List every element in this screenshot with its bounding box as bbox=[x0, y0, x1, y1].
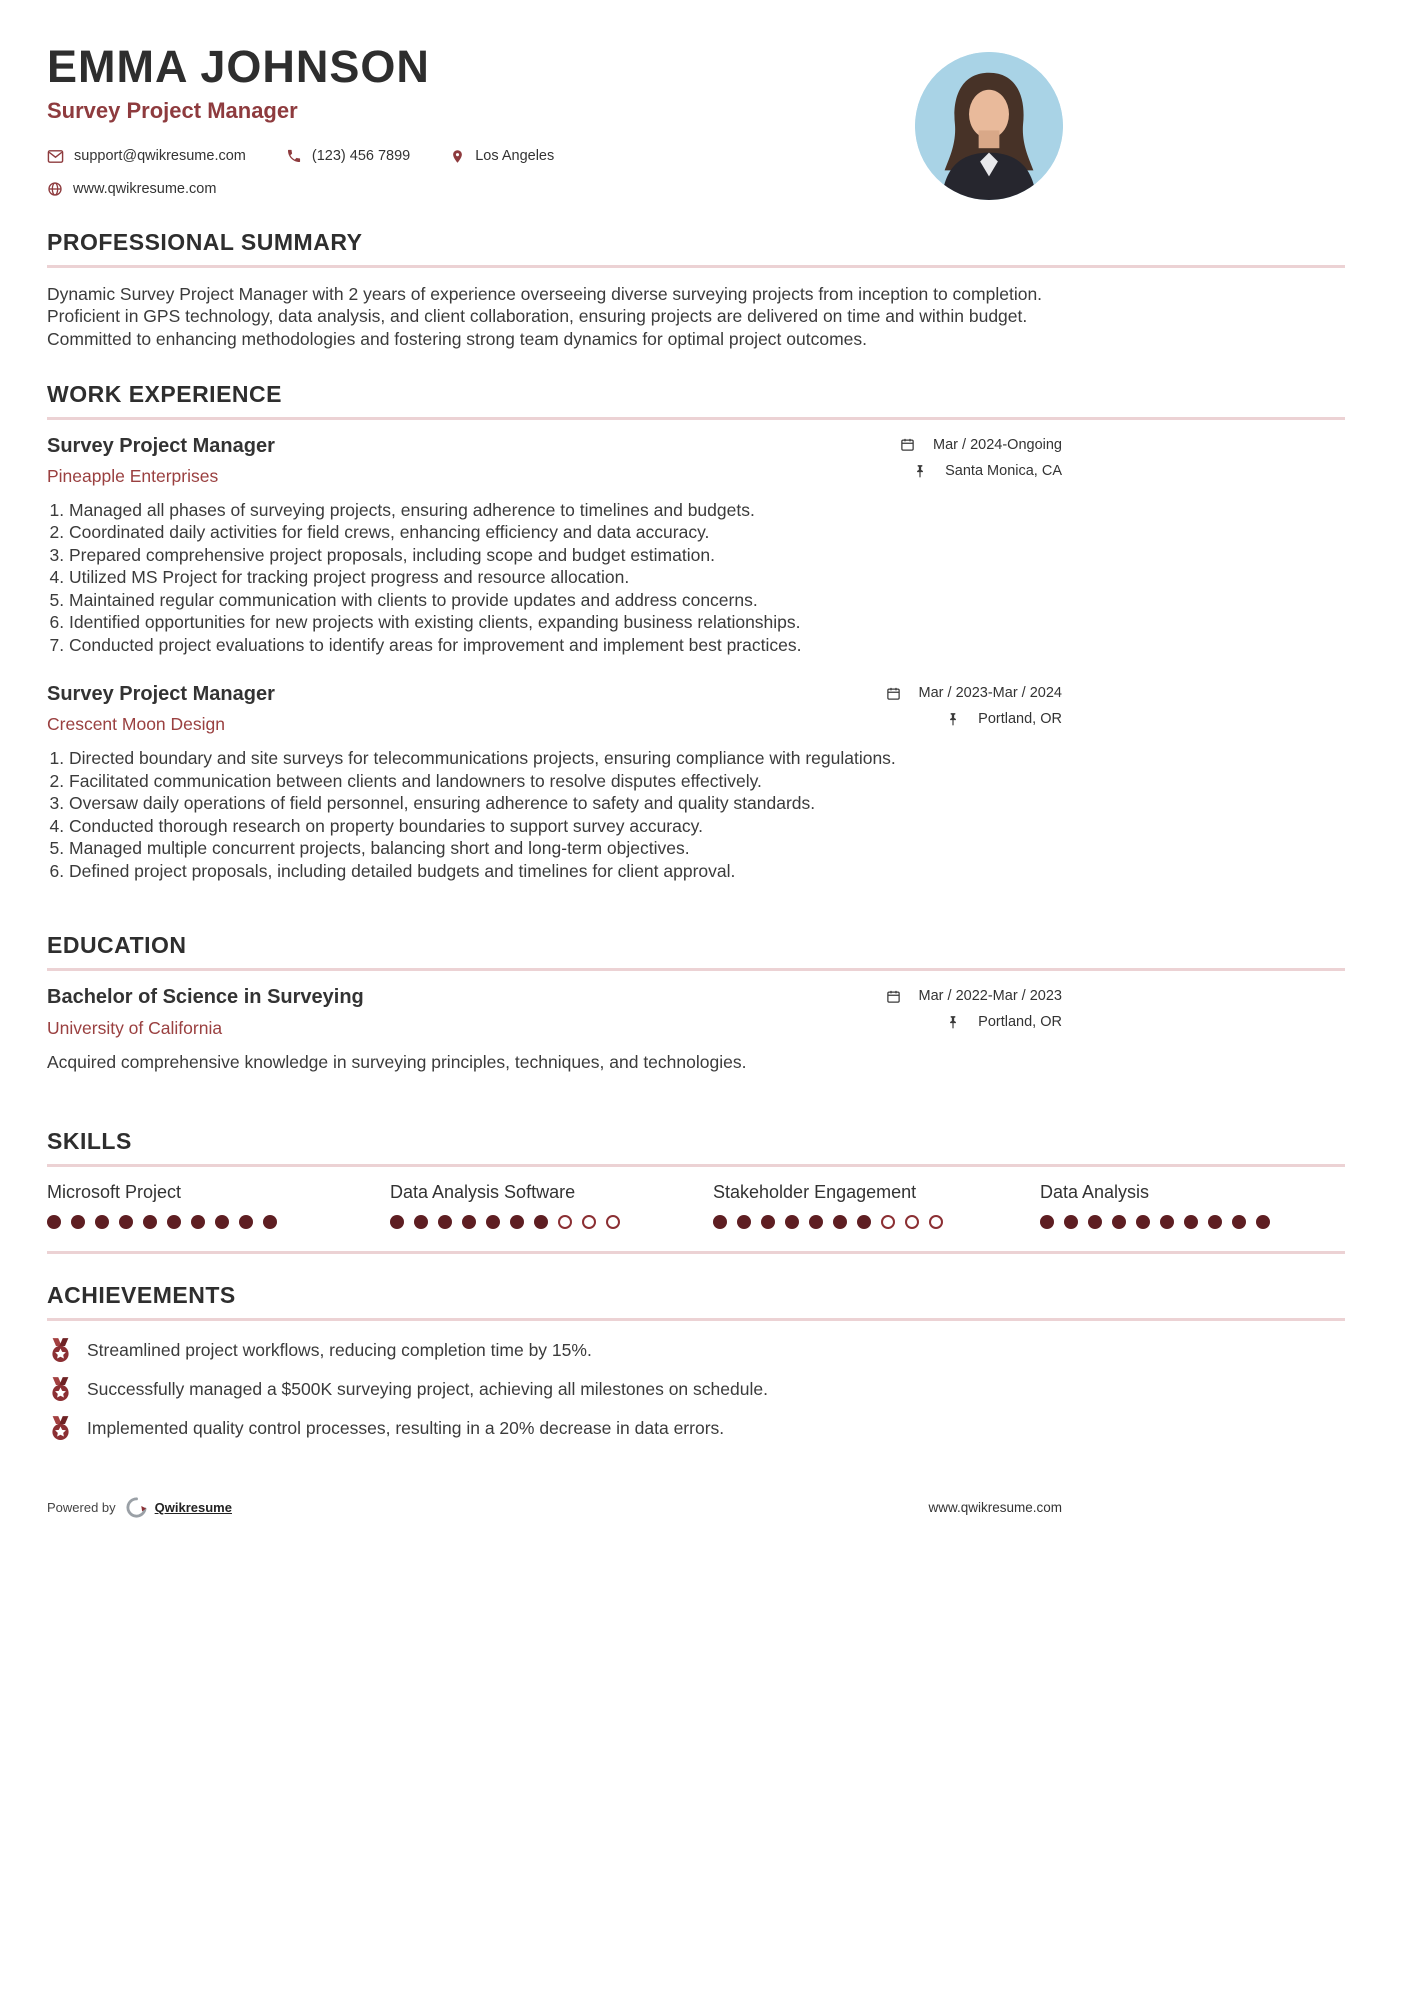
education-location: Portland, OR bbox=[978, 1014, 1062, 1031]
skill-level-dot bbox=[1160, 1215, 1174, 1229]
skill-level-dot bbox=[534, 1215, 548, 1229]
skill-level-dot bbox=[438, 1215, 452, 1229]
job-meta bbox=[886, 685, 1062, 737]
job-bullet: 4. Conducted thorough research on property boundaries to support survey accuracy. bbox=[69, 816, 1062, 838]
calendar-icon bbox=[886, 686, 901, 701]
skill-level-dots bbox=[47, 1215, 390, 1229]
skill-level-dot bbox=[1064, 1215, 1078, 1229]
section-skills bbox=[47, 1128, 1345, 1254]
qwikresume-logo-icon bbox=[125, 1496, 148, 1519]
skill-level-dot bbox=[71, 1215, 85, 1229]
achievement-text: Implemented quality control processes, resulting in a 20% decrease in data errors. bbox=[87, 1418, 725, 1439]
pushpin-icon bbox=[946, 1015, 960, 1029]
skill-level-dot bbox=[143, 1215, 157, 1229]
skill-item-stakeholder-engagement bbox=[713, 1182, 1040, 1229]
avatar-photo-illustration bbox=[915, 52, 1063, 200]
skill-level-dot bbox=[1256, 1215, 1270, 1229]
achievement-item bbox=[47, 1415, 1345, 1442]
section-achievements bbox=[47, 1282, 1345, 1442]
skill-level-dots bbox=[390, 1215, 713, 1229]
skill-level-dot bbox=[929, 1215, 943, 1229]
job-location: Santa Monica, CA bbox=[945, 462, 1062, 479]
resume-header bbox=[47, 42, 1345, 197]
skills-grid bbox=[47, 1182, 1345, 1229]
skill-level-dot bbox=[737, 1215, 751, 1229]
section-divider bbox=[47, 968, 1345, 971]
skill-level-dot bbox=[486, 1215, 500, 1229]
email-link[interactable] bbox=[47, 148, 246, 165]
skill-level-dot bbox=[809, 1215, 823, 1229]
education-heading: EDUCATION bbox=[47, 932, 187, 959]
skill-level-dot bbox=[462, 1215, 476, 1229]
education-dates: Mar / 2022-Mar / 2023 bbox=[918, 988, 1062, 1005]
skill-level-dot bbox=[239, 1215, 253, 1229]
section-professional-summary bbox=[47, 229, 1345, 351]
job-dates-line bbox=[886, 685, 1062, 701]
skill-level-dot bbox=[1184, 1215, 1198, 1229]
job-company: Crescent Moon Design bbox=[47, 714, 225, 735]
pushpin-icon bbox=[913, 464, 927, 478]
job-location: Portland, OR bbox=[978, 711, 1062, 728]
job-bullet: 2. Facilitated communication between clients and landowners to resolve disputes effectively. bbox=[69, 771, 1062, 793]
job-bullet: 3. Oversaw daily operations of field personnel, ensuring adherence to safety and quality standards. bbox=[69, 793, 1062, 815]
contact-row-1 bbox=[47, 148, 1345, 165]
school-name: University of California bbox=[47, 1018, 223, 1039]
contact-row-2 bbox=[47, 181, 1345, 197]
skill-level-dot bbox=[390, 1215, 404, 1229]
skill-level-dot bbox=[263, 1215, 277, 1229]
medal-icon bbox=[47, 1415, 74, 1442]
job-location-line bbox=[886, 711, 1062, 727]
skill-level-dot bbox=[1136, 1215, 1150, 1229]
page-footer bbox=[47, 1496, 1062, 1519]
skill-level-dots bbox=[713, 1215, 1040, 1229]
skill-level-dot bbox=[119, 1215, 133, 1229]
achievements-list bbox=[47, 1337, 1345, 1442]
calendar-icon bbox=[900, 437, 915, 452]
summary-heading: PROFESSIONAL SUMMARY bbox=[47, 228, 363, 255]
skill-level-dot bbox=[1112, 1215, 1126, 1229]
skill-level-dot bbox=[215, 1215, 229, 1229]
job-meta bbox=[900, 437, 1062, 489]
job-bullet: 6. Defined project proposals, including detailed budgets and timelines for client approval. bbox=[69, 861, 1062, 883]
avatar bbox=[915, 52, 1063, 200]
medal-icon bbox=[47, 1337, 74, 1364]
skill-level-dot bbox=[785, 1215, 799, 1229]
job-entry-1 bbox=[47, 435, 1345, 657]
section-work-experience bbox=[47, 381, 1345, 883]
skill-level-dot bbox=[510, 1215, 524, 1229]
job-title: Survey Project Manager bbox=[47, 434, 275, 457]
candidate-title: Survey Project Manager bbox=[47, 97, 298, 123]
achievement-text: Successfully managed a $500K surveying project, achieving all milestones on schedule. bbox=[87, 1379, 768, 1400]
skill-level-dot bbox=[558, 1215, 572, 1229]
education-location-line bbox=[886, 1014, 1062, 1030]
section-divider bbox=[47, 1251, 1345, 1254]
achievement-item bbox=[47, 1376, 1345, 1403]
footer-website[interactable]: www.qwikresume.com bbox=[928, 1500, 1062, 1515]
location-item bbox=[450, 148, 554, 164]
powered-by-label: Powered by bbox=[47, 1500, 116, 1515]
skill-level-dot bbox=[761, 1215, 775, 1229]
job-title: Survey Project Manager bbox=[47, 683, 275, 706]
section-divider bbox=[47, 1318, 1345, 1321]
skill-name: Data Analysis Software bbox=[390, 1182, 576, 1203]
phone-text: (123) 456 7899 bbox=[311, 148, 411, 164]
section-divider bbox=[47, 265, 1345, 268]
skill-level-dot bbox=[1208, 1215, 1222, 1229]
job-dates: Mar / 2023-Mar / 2024 bbox=[918, 685, 1062, 702]
skill-level-dot bbox=[95, 1215, 109, 1229]
education-meta bbox=[886, 988, 1062, 1040]
job-bullet: 1. Managed all phases of surveying projects, ensuring adherence to timelines and budgets. bbox=[69, 500, 1062, 522]
section-divider bbox=[47, 1164, 1345, 1167]
pushpin-icon bbox=[946, 712, 960, 726]
skill-name: Data Analysis bbox=[1040, 1182, 1150, 1203]
achievement-item bbox=[47, 1337, 1345, 1364]
job-bullet: 2. Coordinated daily activities for field crews, enhancing efficiency and data accuracy. bbox=[69, 522, 1062, 544]
job-location-line bbox=[900, 463, 1062, 479]
work-heading: WORK EXPERIENCE bbox=[47, 380, 282, 407]
globe-icon bbox=[47, 181, 63, 197]
envelope-icon bbox=[47, 148, 64, 165]
skill-name: Stakeholder Engagement bbox=[713, 1182, 917, 1203]
job-company: Pineapple Enterprises bbox=[47, 465, 219, 486]
website-text: www.qwikresume.com bbox=[73, 180, 217, 197]
skill-level-dot bbox=[582, 1215, 596, 1229]
education-description: Acquired comprehensive knowledge in surveying principles, techniques, and technologies. bbox=[47, 1052, 747, 1073]
skill-level-dot bbox=[1088, 1215, 1102, 1229]
job-bullet: 5. Managed multiple concurrent projects, balancing short and long-term objectives. bbox=[69, 838, 1062, 860]
candidate-name: EMMA JOHNSON bbox=[47, 41, 430, 92]
map-pin-icon bbox=[450, 149, 465, 164]
job-bullet: 7. Conducted project evaluations to identify areas for improvement and implement best practices. bbox=[69, 635, 1062, 657]
skills-heading: SKILLS bbox=[47, 1128, 132, 1155]
job-bullet: 6. Identified opportunities for new projects with existing clients, expanding business relationships. bbox=[69, 612, 1062, 634]
job-bullet: 1. Directed boundary and site surveys for telecommunications projects, ensuring compliance with regulations. bbox=[69, 748, 1062, 770]
degree-title: Bachelor of Science in Surveying bbox=[47, 986, 364, 1009]
skill-level-dot bbox=[857, 1215, 871, 1229]
skill-item-data-analysis-software bbox=[390, 1182, 713, 1229]
medal-icon bbox=[47, 1376, 74, 1403]
job-entry-2 bbox=[47, 683, 1345, 882]
skill-level-dot bbox=[606, 1215, 620, 1229]
skill-level-dot bbox=[191, 1215, 205, 1229]
skill-level-dots bbox=[1040, 1215, 1345, 1229]
job-dates: Mar / 2024-Ongoing bbox=[933, 436, 1062, 453]
job-bullet: 4. Utilized MS Project for tracking project progress and resource allocation. bbox=[69, 567, 1062, 589]
achievement-text: Streamlined project workflows, reducing completion time by 15%. bbox=[87, 1340, 592, 1361]
calendar-icon bbox=[886, 989, 901, 1004]
skill-level-dot bbox=[167, 1215, 181, 1229]
email-text: support@qwikresume.com bbox=[74, 148, 246, 164]
education-entry bbox=[47, 986, 1345, 1073]
skill-level-dot bbox=[833, 1215, 847, 1229]
skill-level-dot bbox=[905, 1215, 919, 1229]
achievements-heading: ACHIEVEMENTS bbox=[47, 1282, 236, 1309]
summary-text: Dynamic Survey Project Manager with 2 years of experience overseeing diverse surveying projects from inception to completion. Proficient in GPS technology, data analysis, and client collaboration, ensuring projects are delivered on time and within budget. Committed to enhancing methodologies and fostering strong team dynamics for optimal project outcomes. bbox=[47, 283, 1043, 349]
website-link[interactable] bbox=[47, 181, 216, 197]
section-education bbox=[47, 932, 1345, 1073]
qwikresume-link[interactable]: Qwikresume bbox=[154, 1500, 232, 1515]
skill-item-data-analysis bbox=[1040, 1182, 1345, 1229]
skill-level-dot bbox=[713, 1215, 727, 1229]
job-bullet: 3. Prepared comprehensive project proposals, including scope and budget estimation. bbox=[69, 545, 1062, 567]
skill-level-dot bbox=[47, 1215, 61, 1229]
skill-level-dot bbox=[1232, 1215, 1246, 1229]
education-dates-line bbox=[886, 988, 1062, 1004]
skill-level-dot bbox=[1040, 1215, 1054, 1229]
skill-level-dot bbox=[414, 1215, 428, 1229]
skill-name: Microsoft Project bbox=[47, 1182, 182, 1203]
phone-link[interactable] bbox=[286, 148, 410, 164]
phone-icon bbox=[286, 148, 302, 164]
skill-level-dot bbox=[881, 1215, 895, 1229]
section-divider bbox=[47, 417, 1345, 420]
job-bullet: 5. Maintained regular communication with clients to provide updates and address concerns. bbox=[69, 590, 1062, 612]
location-text: Los Angeles bbox=[475, 148, 555, 164]
job-bullet-list bbox=[47, 748, 1062, 882]
job-bullet-list bbox=[47, 500, 1062, 657]
job-dates-line bbox=[900, 437, 1062, 453]
skill-item-microsoft-project bbox=[47, 1182, 390, 1229]
